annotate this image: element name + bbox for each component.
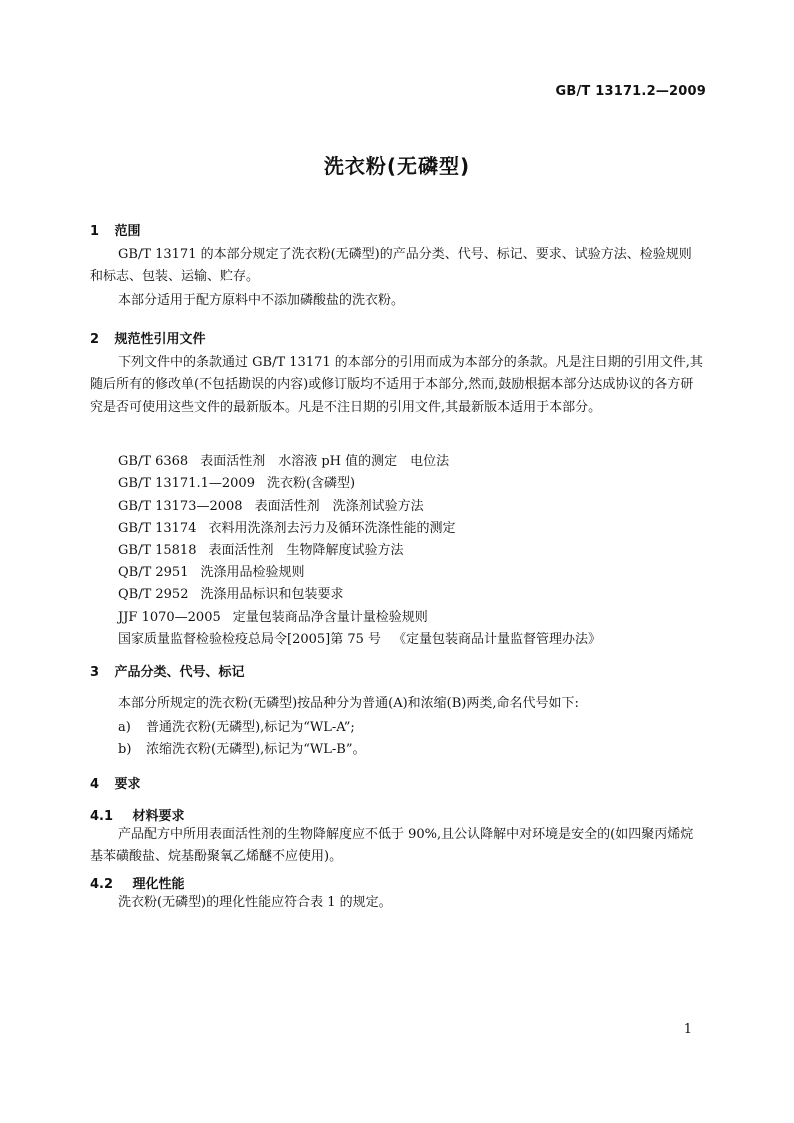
reference-code: GB/T 13171.1—2009 (118, 476, 255, 491)
reference-name: 定量包装商品净含量计量检验规则 (232, 610, 428, 625)
list-item (118, 716, 355, 735)
section-4-1-heading (90, 805, 185, 824)
list-text: 普通洗衣粉(无磷型),标记为“WL-A”; (146, 720, 355, 735)
page-number: 1 (683, 1022, 692, 1037)
section-number: 3 (90, 665, 100, 680)
section-1-heading (90, 220, 141, 239)
reference-item (118, 517, 456, 536)
section-number: 4.2 (90, 877, 114, 892)
reference-item (118, 539, 404, 558)
section-title: 规范性引用文件 (114, 332, 206, 347)
section-title: 产品分类、代号、标记 (114, 665, 245, 680)
section-3-paragraph-1: 本部分所规定的洗衣粉(无磷型)按品种分为普通(A)和浓缩(B)两类,命名代号如下: (118, 696, 579, 711)
reference-item (118, 606, 428, 625)
section-title: 要求 (114, 777, 141, 792)
section-2-paragraph-1: 下列文件中的条款通过 GB/T 13171 的本部分的引用而成为本部分的条款。凡是注日期的引用文件,其随后所有的修改单(不包括勘误的内容)或修订版均不适用于本部分,然而,鼓励根据本部分达成协议的各方研究是否可使用这些文件的最新版本。凡是不注日期的引用文件,其最新版本适用于本部分。 (90, 355, 703, 415)
reference-item (118, 450, 449, 469)
reference-code: JJF 1070—2005 (118, 610, 221, 625)
reference-name: 衣料用洗涤剂去污力及循环洗涤性能的测定 (208, 521, 456, 536)
section-4-2-heading (90, 873, 185, 892)
reference-item (118, 495, 424, 514)
reference-name: 洗涤用品检验规则 (200, 565, 305, 580)
reference-item (118, 561, 305, 580)
section-title: 材料要求 (132, 809, 185, 824)
section-1-paragraph-2: 本部分适用于配方原料中不添加磷酸盐的洗衣粉。 (118, 293, 405, 308)
reference-name: 《定量包装商品计量监督管理办法》 (393, 632, 602, 647)
section-2-heading (90, 328, 206, 347)
section-1-paragraph-1: GB/T 13171 的本部分规定了洗衣粉(无磷型)的产品分类、代号、标记、要求、试验方法、检验规则和标志、包装、运输、贮存。 (90, 247, 692, 285)
reference-name: 表面活性剂 水溶液 pH 值的测定 电位法 (200, 454, 450, 469)
reference-item (118, 472, 355, 491)
reference-code: GB/T 13174 (118, 521, 197, 536)
standard-code: GB/T 13171.2—2009 (555, 84, 706, 99)
section-4-1-paragraph-1: 产品配方中所用表面活性剂的生物降解度应不低于 90%,且公认降解中对环境是安全的(如四聚丙烯烷基苯磺酸盐、烷基酚聚氧乙烯醚不应使用)。 (90, 827, 694, 865)
section-3-heading (90, 661, 245, 680)
section-4-2-paragraph-1: 洗衣粉(无磷型)的理化性能应符合表 1 的规定。 (118, 895, 392, 910)
reference-name: 表面活性剂 洗涤剂试验方法 (254, 499, 424, 514)
list-marker: a) (118, 720, 131, 735)
section-4-heading (90, 773, 141, 792)
reference-item (118, 628, 601, 647)
reference-code: GB/T 13173—2008 (118, 499, 243, 514)
reference-code: 国家质量监督检验检疫总局令[2005]第 75 号 (118, 632, 382, 647)
reference-code: QB/T 2951 (118, 565, 189, 580)
page-title: 洗衣粉(无磷型) (323, 154, 471, 178)
list-text: 浓缩洗衣粉(无磷型),标记为“WL-B”。 (146, 742, 366, 757)
reference-name: 洗衣粉(含磷型) (266, 476, 356, 491)
reference-code: GB/T 15818 (118, 543, 197, 558)
list-item (118, 738, 366, 757)
section-number: 4 (90, 777, 100, 792)
reference-code: QB/T 2952 (118, 587, 189, 602)
reference-code: GB/T 6368 (118, 454, 189, 469)
section-number: 4.1 (90, 809, 114, 824)
reference-item (118, 583, 344, 602)
section-title: 理化性能 (132, 877, 185, 892)
section-title: 范围 (114, 224, 141, 239)
section-number: 1 (90, 224, 100, 239)
list-marker: b) (118, 742, 132, 757)
reference-name: 表面活性剂 生物降解度试验方法 (208, 543, 404, 558)
reference-name: 洗涤用品标识和包装要求 (200, 587, 344, 602)
section-number: 2 (90, 332, 100, 347)
